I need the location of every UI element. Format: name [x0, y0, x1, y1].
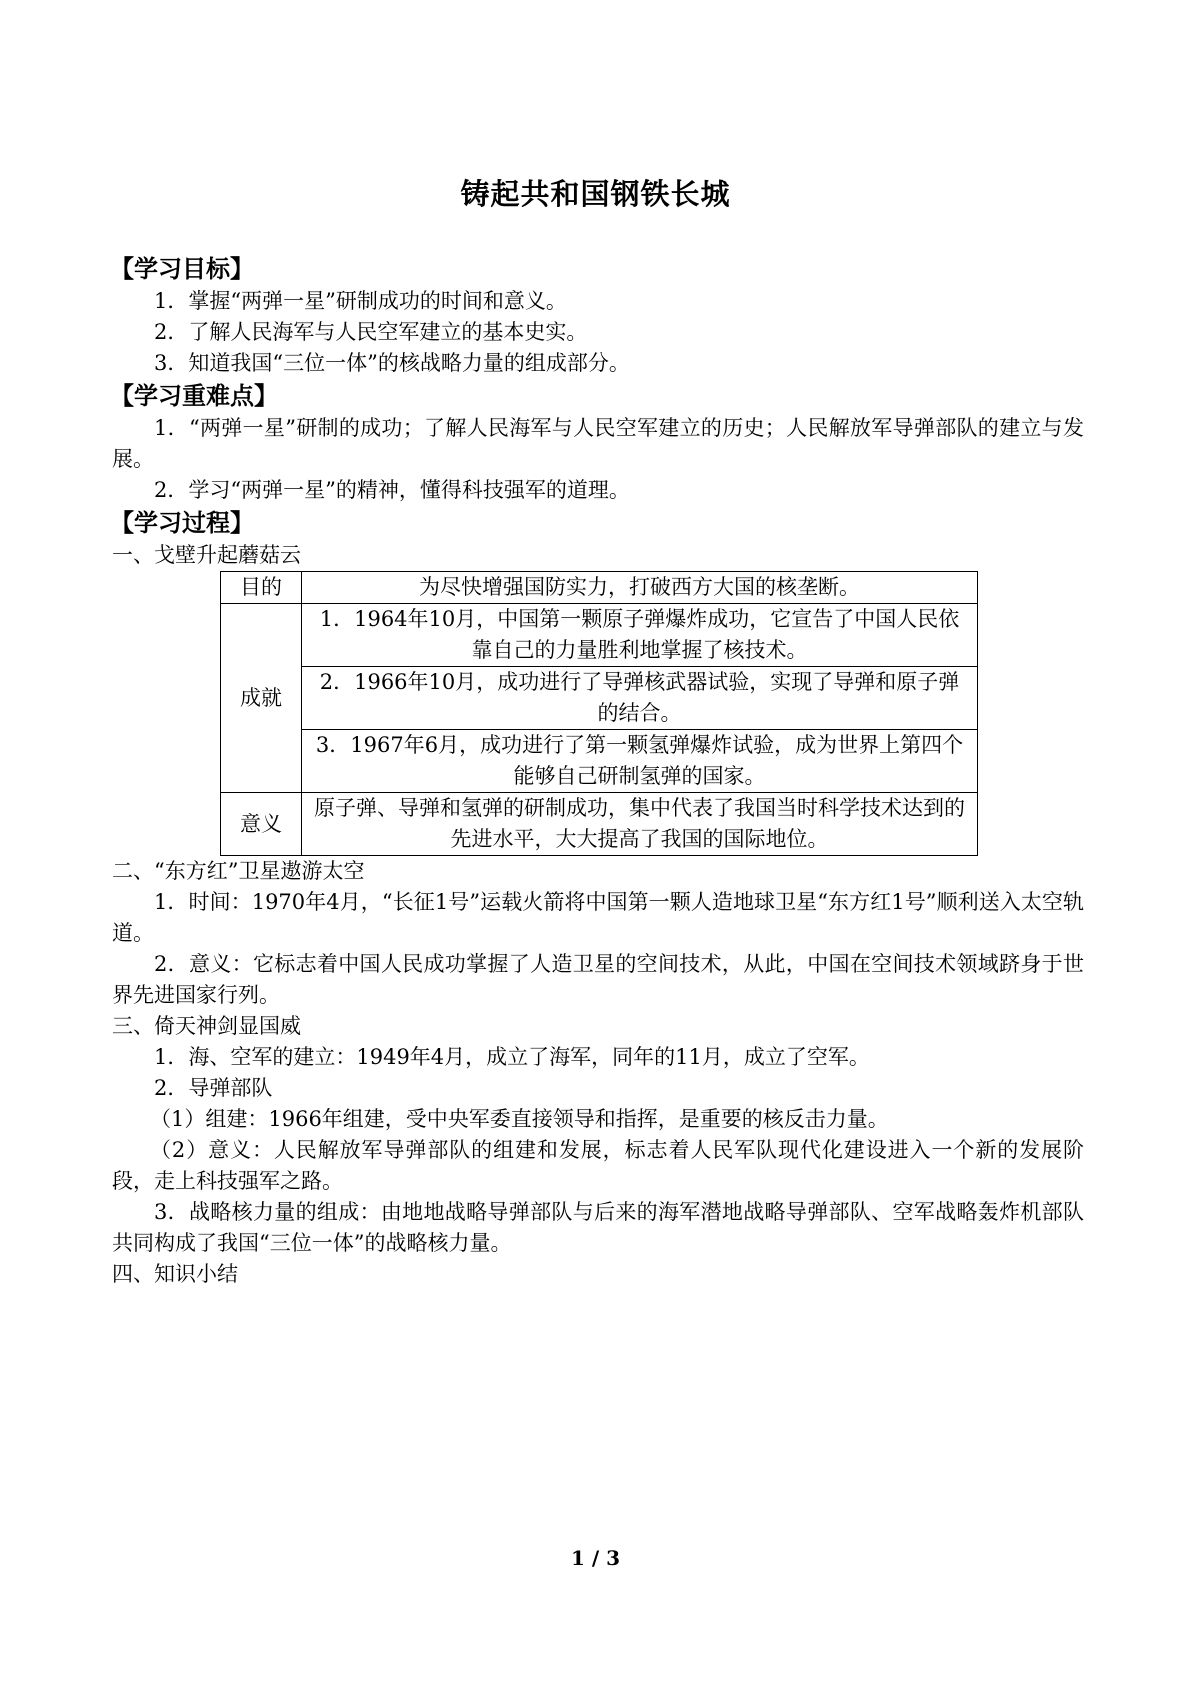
section-heading-process: 【学习过程】 [110, 509, 254, 537]
goal-item-2: 2．了解人民海军与人民空军建立的基本史实。 [154, 320, 588, 344]
table-cell-achievement-3: 3．1967年6月，成功进行了第一颗氢弹爆炸试验，成为世界上第四个能够自己研制氢弹的国家。 [302, 730, 978, 793]
section-heading-goals: 【学习目标】 [110, 255, 254, 283]
table-row [221, 667, 978, 730]
table-row [221, 604, 978, 667]
key-point-item-2: 2．学习“两弹一星”的精神，懂得科技强军的道理。 [154, 478, 630, 502]
goal-item-1: 1．掌握“两弹一星”研制成功的时间和意义。 [154, 289, 567, 313]
table-row [221, 793, 978, 856]
table-label-meaning: 意义 [221, 793, 302, 856]
table-cell-achievement-1: 1．1964年10月，中国第一颗原子弹爆炸成功，它宣告了中国人民依靠自己的力量胜利地掌握了核技术。 [302, 604, 978, 667]
part2-item-2: 2．意义：它标志着中国人民成功掌握了人造卫星的空间技术，从此，中国在空间技术领域跻身于世界先进国家行列。 [112, 952, 1084, 1007]
part3-sub-item-1: （1）组建：1966年组建，受中央军委直接领导和指挥，是重要的核反击力量。 [150, 1107, 889, 1131]
document-body [112, 252, 1084, 1290]
part3-sub-item-2: （2）意义：人民解放军导弹部队的组建和发展，标志着人民军队现代化建设进入一个新的发展阶段，走上科技强军之路。 [112, 1138, 1084, 1193]
table-cell-purpose: 为尽快增强国防实力，打破西方大国的核垄断。 [302, 572, 978, 604]
table-cell-achievement-2: 2．1966年10月，成功进行了导弹核武器试验，实现了导弹和原子弹的结合。 [302, 667, 978, 730]
achievement-table [220, 571, 978, 856]
goal-item-3: 3．知道我国“三位一体”的核战略力量的组成部分。 [154, 351, 630, 375]
table-label-purpose: 目的 [221, 572, 302, 604]
table-label-achievement: 成就 [221, 604, 302, 793]
table-row [221, 572, 978, 604]
part2-item-1: 1．时间：1970年4月，“长征1号”运载火箭将中国第一颗人造地球卫星“东方红1号”顺利送入太空轨道。 [112, 890, 1084, 945]
table-cell-meaning: 原子弹、导弹和氢弹的研制成功，集中代表了我国当时科学技术达到的先进水平，大大提高了我国的国际地位。 [302, 793, 978, 856]
part3-item-2: 2．导弹部队 [154, 1076, 273, 1100]
table-row [221, 730, 978, 793]
part3-item-1: 1．海、空军的建立：1949年4月，成立了海军，同年的11月，成立了空军。 [154, 1045, 870, 1069]
part3-item-3: 3．战略核力量的组成：由地地战略导弹部队与后来的海军潜地战略导弹部队、空军战略轰炸机部队共同构成了我国“三位一体”的战略核力量。 [112, 1200, 1084, 1255]
part1-title: 一、戈壁升起蘑菇云 [112, 543, 301, 567]
part3-title: 三、倚天神剑显国威 [112, 1014, 301, 1038]
section-heading-key-points: 【学习重难点】 [110, 382, 278, 410]
page-title: 铸起共和国钢铁长城 [460, 177, 731, 211]
part2-title: 二、“东方红”卫星遨游太空 [112, 859, 365, 883]
page-number: 1 / 3 [570, 1546, 621, 1570]
part4-title: 四、知识小结 [112, 1262, 238, 1286]
key-point-item-1: 1．“两弹一星”研制的成功；了解人民海军与人民空军建立的历史；人民解放军导弹部队的建立与发展。 [112, 416, 1084, 471]
